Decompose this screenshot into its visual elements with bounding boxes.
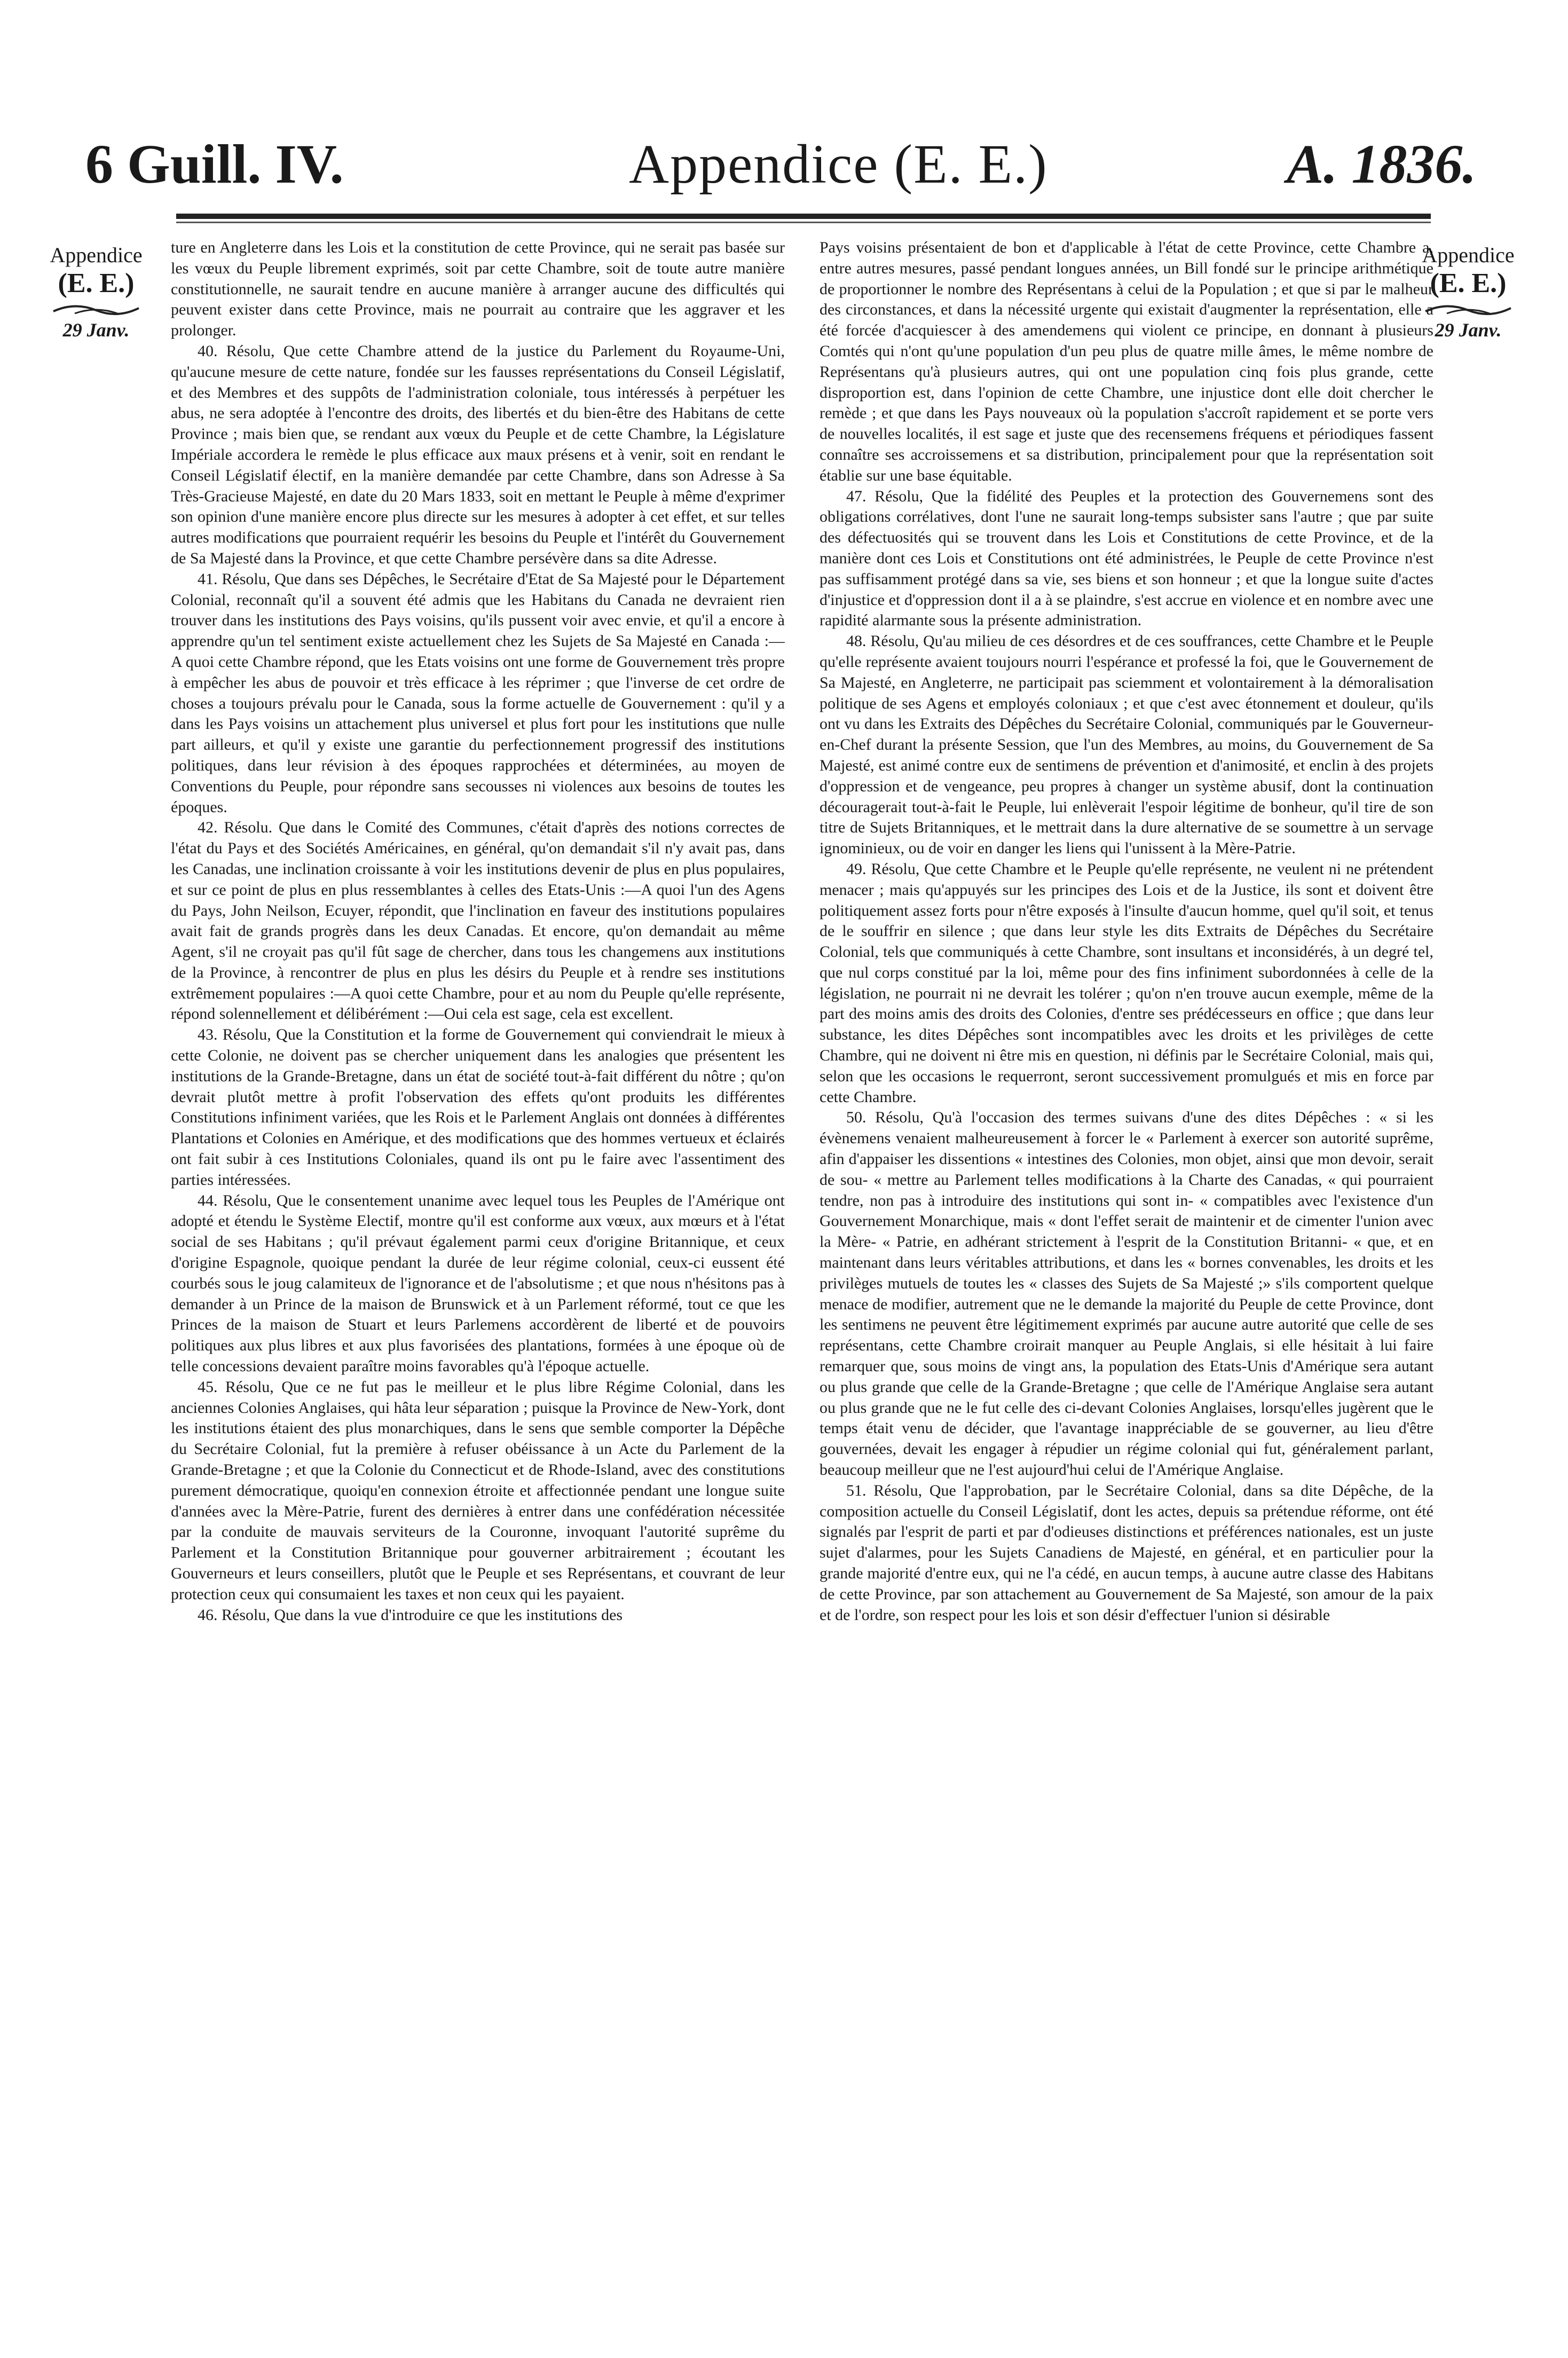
margin-date: 29 Janv. [1435, 319, 1502, 341]
header-rule [176, 214, 1431, 219]
resolution-51: 51. Résolu, Que l'approbation, par le Secrétaire Colonial, dans sa dite Dépêche, de la composition actuelle du Conseil Législatif, dont les actes, depuis sa prétendue réforme, ont été signalés par l'esprit de parti et par d'odieuses distinctions et préférences nationales, est un juste sujet d'alarmes, pour les Sujets Canadiens de Majesté, en général, et en particulier pour la grande majorité d'entre eux, qui ne l'a cédé, en aucun temps, à aucune autre classe des Habitans de cette Province, par son attachement au Gouvernement de Sa Majesté, son amour de la paix et de l'ordre, son respect pour les lois et son désir d'effectuer l'union si désirable [820, 1481, 1433, 1624]
resolution-42: 42. Résolu. Que dans le Comité des Communes, c'était d'après des notions correctes de l'état du Pays et des Sociétés Américaines, en général, qu'on demandait s'il n'y avait pas, dans les Canadas, une inclination croissante à voir les institutions devenir de plus en plus populaires, et sur ce point de plus en plus ressemblantes à celles des Etats-Unis :—A quoi l'un des Agens du Pays, John Neilson, Ecuyer, répondit, que l'inclination en faveur des institutions populaires avait fait de grands progrès dans les deux Canadas. Et encore, qu'on demandait au même Agent, s'il ne croyait pas qu'il fût sage de chercher, dans tous les changemens aux institutions de la Province, à rencontrer de plus en plus les désirs du Peuple et à rendre ses institutions extrêmement populaires :—A quoi cette Chambre, pour et au nom du Peuple qu'elle représente, répond solennellement et délibérément :—Oui cela est sage, cela est excellent. [171, 819, 785, 1023]
right-column [820, 238, 1433, 2309]
left-column [171, 238, 785, 2309]
margin-label: Appendice [50, 243, 143, 267]
flourish-icon [43, 300, 149, 318]
header-regnal-year: 6 Guill. IV. [85, 133, 344, 195]
resolution-49: 49. Résolu, Que cette Chambre et le Peuple qu'elle représente, ne veulent ni ne prétendent menacer ; mais qu'appuyés sur les principes des Lois et de la Justice, ils sont et doivent être politiquement assez forts pour n'être exposés à l'insulte d'aucun homme, quel qu'il soit, et tenus de le souffrir en silence ; que dans leur style les dits Extraits de Dépêches du Secrétaire Colonial, tels que communiqués à cette Chambre, sont insultans et inconsidérés, à un degré tel, que nul corps constitué par la loi, même pour des fins infiniment subordonnées à celle de la législation, ne pourrait ni ne devrait les tolérer ; qu'on n'en trouve aucun exemple, même de la part des moins amis des droits des Colonies, d'entre ses prédécesseurs en office ; que dans leur substance, les dites Dépêches sont incompatibles avec les droits et les privilèges de cette Chambre, qui ne doivent ni être mis en question, ni définis par le Secrétaire Colonial, mais qui, selon que les occasions le requerront, seront successivement promulgués et mis en force par cette Chambre. [820, 860, 1433, 1106]
resolution-46: 46. Résolu, Que dans la vue d'introduire ce que les institutions des [198, 1606, 623, 1624]
header-rule-thin [176, 222, 1431, 223]
resolution-48: 48. Résolu, Qu'au milieu de ces désordres et de ces souffrances, cette Chambre et le Peuple qu'elle représente avaient toujours nourri l'espérance et professé la foi, que le Gouvernement de Sa Majesté, en Angleterre, ne participait pas sciemment et volontairement à la démoralisation politique de ses Agens et employés coloniaux ; et que c'est avec étonnement et douleur, qu'ils ont vu dans les Extraits des Dépêches du Secrétaire Colonial, communiqués par le Gouverneur-en-Chef durant la présente Session, que l'un des Membres, au moins, du Gouvernement de Sa Majesté, est animé contre eux de sentimens de prévention et d'animosité, et enclin à des projets d'oppression et de vengeance, peu propres à changer un système abusif, dont la continuation découragerait tout-à-fait le Peuple, lui enlèverait l'espoir légitime de bonheur, qu'il tire de son titre de Sujets Britanniques, et le mettrait dans la dure alternative de se soumettre à un servage ignominieux, ou de voir en danger les liens qui l'unissent à la Mère-Patrie. [820, 632, 1433, 858]
resolution-50: 50. Résolu, Qu'à l'occasion des termes suivans d'une des dites Dépêches : « si les évènemens venaient malheureusement à forcer le « Parlement à exercer son autorité suprême, afin d'appaiser les dissentions « intestines des Colonies, mon objet, ainsi que mon devoir, serait de sou- « mettre au Parlement telles modifications à la Charte des Canadas, « qui pourraient tendre, non pas à introduire des institutions qui sont in- « compatibles avec l'existence d'un Gouvernement Monarchique, mais « dont l'effet serait de maintenir et de cimenter l'union avec la Mère- « Patrie, en adhérant strictement à l'esprit de la Constitution Britanni- « que, et en maintenant dans leurs véritables attributions, et dans les « bornes convenables, les droits et les privilèges mutuels de toutes les « classes des Sujets de Sa Majesté ;» s'ils comportent quelque menace de modifier, autrement que ne le demande la majorité du Peuple de cette Province, dont les sentimens ne peuvent être légitimement exprimés par aucune autre autorité que celle de ses représentans, cette Chambre croirait manquer au Peuple Anglais, si elle hésitait à lui faire remarquer que, sous moins de vingt ans, la population des Etats-Unis d'Amérique sera autant ou plus grande que celle de la Grande-Bretagne ; que celle de l'Amérique Anglaise sera autant ou plus grande que ne le fut celle des ci-devant Colonies Anglaises, lorsqu'elles jugèrent que le temps était venu de décider, que l'avantage inappréciable de se gouverner, au lieu d'être gouvernées, devait les engager à répudier un régime colonial qui fut, généralement parlant, beaucoup meilleur que ne l'est aujourd'hui celui de l'Amérique Anglaise. [820, 1109, 1433, 1479]
margin-ee: (E. E.) [1430, 268, 1507, 298]
resolution-43: 43. Résolu, Que la Constitution et la forme de Gouvernement qui conviendrait le mieux à cette Colonie, ne doivent pas se chercher uniquement dans les analogies que présentent les institutions de la Grande-Bretagne, dans un état de société tout-à-fait différent du nôtre ; qu'on devrait plutôt mettre à profit l'observation des effets qu'ont produits les différentes Constitutions infiniment variées, que les Rois et le Parlement Anglais ont données à différentes Plantations et Colonies en Amérique, et des modifications que des hommes vertueux et éclairés ont fait subir à ces Institutions Coloniales, quand ils ont pu le faire avec l'assentiment des parties intéressées. [171, 1026, 785, 1189]
resolution-45: 45. Résolu, Que ce ne fut pas le meilleur et le plus libre Régime Colonial, dans les anciennes Colonies Anglaises, qui hâta leur séparation ; puisque la Province de New-York, dont les institutions étaient des plus monarchiques, dans le sens que semble comporter la Dépêche du Secrétaire Colonial, fut la première à refuser obéissance à un Acte du Parlement de la Grande-Bretagne ; et que la Colonie du Connecticut et de Rhode-Island, avec des constitutions purement démocratique, quoiqu'en connexion étroite et affectionnée pendant une longue suite d'années avec la Mère-Patrie, furent des dernières à entrer dans une confédération nécessitée par la conduite de mauvais serviteurs de la Couronne, invoquant l'autorité suprême du Parlement et la Constitution Britannique pour gouverner arbitrairement ; écoutant les Gouverneurs et leurs conseillers, plutôt que le Peuple et ses Représentans, et couvrant de leur protection ceux qui consumaient les taxes et non ceux qui les payaient. [171, 1378, 785, 1603]
paragraph: Pays voisins présentaient de bon et d'applicable à l'état de cette Province, cette Chambre a, entre autres mesures, passé pendant longues années, un Bill fondé sur le principe arithmétique de proportionner le nombre des Représentans à celui de la Population ; et que si par le malheur des circonstances, et dans la nécessité urgente qui existait d'augmenter la représentation, elle a été forcée d'acquiescer à des amendemens qui violent ce principe, en donnant à plusieurs Comtés qui n'ont qu'une population d'un peu plus de quatre mille âmes, le même nombre de Représentans qu'à plusieurs autres, qui ont une population cinq fois plus grande, cette disproportion est, dans l'opinion de cette Chambre, une injustice dont elle doit chercher le remède ; et que dans les Pays nouveaux où la population s'accroît rapidement et se porte vers de nouvelles localités, il est sage et juste que des recensemens fréquens et périodiques fassent connaître ses accroissemens et sa distribution, principalement pour que la représentation soit établie sur une base équitable. [820, 239, 1433, 484]
header-year: A. 1836. [1287, 133, 1477, 195]
page-header [0, 127, 1568, 202]
paragraph: ture en Angleterre dans les Lois et la constitution de cette Province, qui ne serait pas basée sur les vœux du Peuple librement exprimés, soit par cette Chambre, soit de toute autre manière constitutionnelle, ne saurait tendre en aucune manière à arranger aucune des difficultés qui peuvent exister dans cette Province, mais ne pourrait au contraire que les aggraver et les prolonger. [171, 239, 785, 340]
resolution-40: 40. Résolu, Que cette Chambre attend de la justice du Parlement du Royaume-Uni, qu'aucune mesure de cette nature, fondée sur les fausses représentations du Conseil Législatif, et des Membres et des suppôts de l'administration coloniale, tous intéressés à perpétuer les abus, ne sera adoptée à l'encontre des droits, des libertés et du bien-être des Habitans de cette Province ; mais bien que, se rendant aux vœux du Peuple et de cette Chambre, la Législature Impériale accordera le remède le plus efficace aux maux présens et à venir, soit en rendant le Conseil Législatif électif, en la manière demandée par cette Chambre, dans son Adresse à Sa Très-Gracieuse Majesté, en date du 20 Mars 1833, soit en mettant le Peuple à même d'exprimer son opinion d'une manière encore plus directe sur les mesures à adopter à cet effet, et sur telles autres modifications que pourraient requérir les besoins du Peuple et l'intérêt du Gouvernement de Sa Majesté dans la Province, et que cette Chambre persévère dans sa dite Adresse. [171, 342, 785, 567]
resolution-44: 44. Résolu, Que le consentement unanime avec lequel tous les Peuples de l'Amérique ont adopté et étendu le Système Electif, montre qu'il est conforme aux vœux, aux mœurs et à l'état social de ses Habitans ; qu'il prévaut également parmi ceux d'origine Britannique, et ceux d'origine Espagnole, quoique pendant la durée de leur régime colonial, ceux-ci eussent été courbés sous le joug calamiteux de l'ignorance et de l'absolutisme ; et que nous n'hésitons pas à demander à un Prince de la maison de Brunswick et à un Parlement réformé, tout ce que les Princes de la maison de Stuart et leurs Parlemens accordèrent de liberté et de pouvoirs politiques aux plus libres et aux plus favorisées des plantations, formées à une époque où de telle concessions devaient paraître moins favorables qu'à l'époque actuelle. [171, 1191, 785, 1376]
resolution-41: 41. Résolu, Que dans ses Dépêches, le Secrétaire d'Etat de Sa Majesté pour le Département Colonial, reconnaît qu'il a souvent été admis que les Habitans du Canada ne devraient rien trouver dans les institutions des Pays voisins, qu'ils pussent voir avec envie, et qu'il a encore à apprendre qu'un tel sentiment existe actuellement chez les Sujets de Sa Majesté en Canada :—A quoi cette Chambre répond, que les Etats voisins ont une forme de Gouvernement très propre à empêcher les abus de pouvoir et très efficace à les réprimer ; que l'inverse de cet ordre de choses a toujours prévalu pour le Canada, sous la forme actuelle de Gouvernement : qu'il y a dans les Pays voisins un attachement plus universel et plus fort pour les institutions que nulle part ailleurs, et qu'il y existe une garantie du perfectionnement progressif des institutions politiques, dans leur révision à des époques rapprochées et déterminées, au moyen de Conventions du Peuple, pour répondre sans secousses ni violences aux besoins de toutes les époques. [171, 570, 785, 816]
margin-label: Appendice [1422, 243, 1515, 267]
margin-ee: (E. E.) [58, 268, 135, 298]
margin-date: 29 Janv. [62, 319, 130, 341]
header-title: Appendice (E. E.) [629, 133, 1048, 195]
margin-note-left [43, 243, 149, 342]
resolution-47: 47. Résolu, Que la fidélité des Peuples et la protection des Gouvernemens sont des obligations corrélatives, dont l'une ne saurait long-temps subsister sans l'autre ; que par suite des défectuosités qui se trouvent dans les Lois et Constitutions de cette Province, et de la manière dont ces Lois et Constitutions ont été administrées, le Peuple de cette Province n'est pas suffisamment protégé dans sa vie, ses biens et son honneur ; et que la longue suite d'actes d'injustice et d'oppression dont il a à se plaindre, s'est accrue en violence et en nombre avec une rapidité alarmante sous la présente administration. [820, 487, 1433, 630]
